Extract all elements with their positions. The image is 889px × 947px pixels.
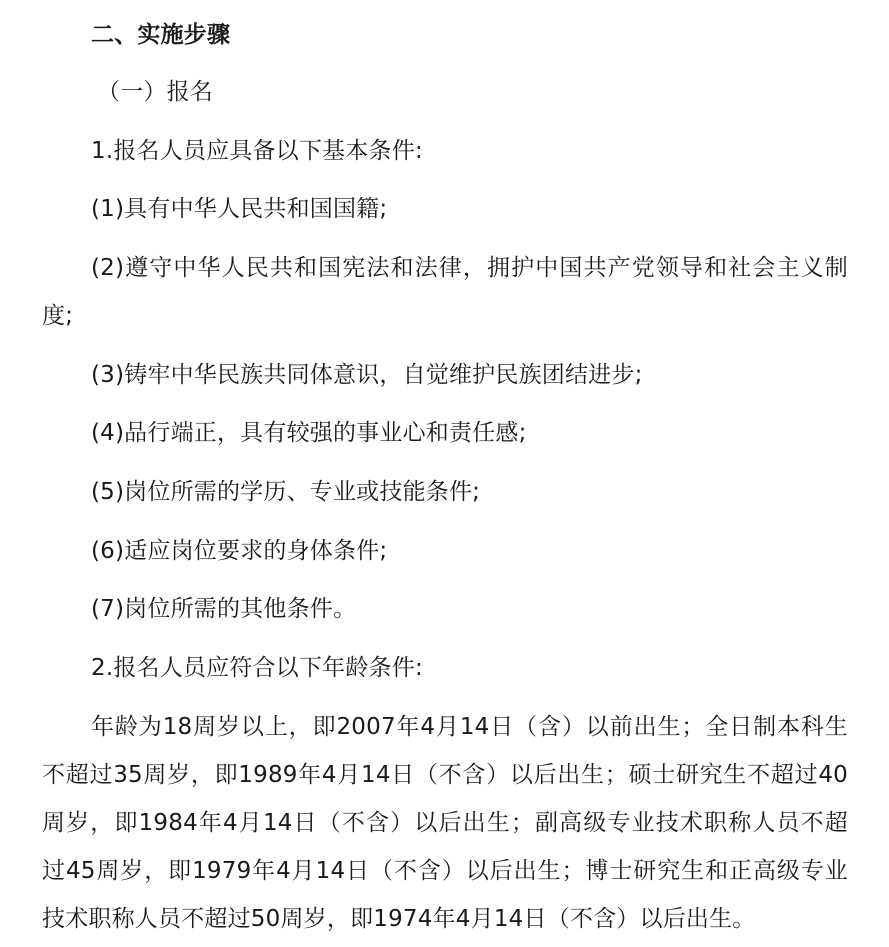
condition-item-2-continued: 度; [42,303,74,329]
condition-item-5: (5)岗位所需的学历、专业或技能条件; [91,479,481,505]
age-paragraph-line-4: 过45周岁，即1979年4月14日（不含）以后出生；博士研究生和正高级专业 [42,858,848,884]
age-conditions-title: 2.报名人员应符合以下年龄条件: [91,655,423,681]
condition-item-4: (4)品行端正，具有较强的事业心和责任感; [91,420,527,446]
section-heading: 二、实施步骤 [91,22,231,48]
subsection-heading: （一）报名 [97,79,213,105]
age-paragraph-line-3: 周岁，即1984年4月14日（不含）以后出生；副高级专业技术职称人员不超 [42,810,848,836]
condition-item-2: (2)遵守中华人民共和国宪法和法律，拥护中国共产党领导和社会主义制 [91,255,848,281]
condition-item-3: (3)铸牢中华民族共同体意识，自觉维护民族团结进步; [91,362,643,388]
basic-conditions-title: 1.报名人员应具备以下基本条件: [91,138,423,164]
age-paragraph-line-2: 不超过35周岁，即1989年4月14日（不含）以后出生；硕士研究生不超过40 [42,762,848,788]
condition-item-6: (6)适应岗位要求的身体条件; [91,538,388,564]
age-paragraph-line-1: 年龄为18周岁以上，即2007年4月14日（含）以前出生；全日制本科生 [91,714,848,740]
condition-item-1: (1)具有中华人民共和国国籍; [91,196,388,222]
condition-item-7: (7)岗位所需的其他条件。 [91,596,357,622]
age-paragraph-line-5: 技术职称人员不超过50周岁，即1974年4月14日（不含）以后出生。 [42,906,756,932]
